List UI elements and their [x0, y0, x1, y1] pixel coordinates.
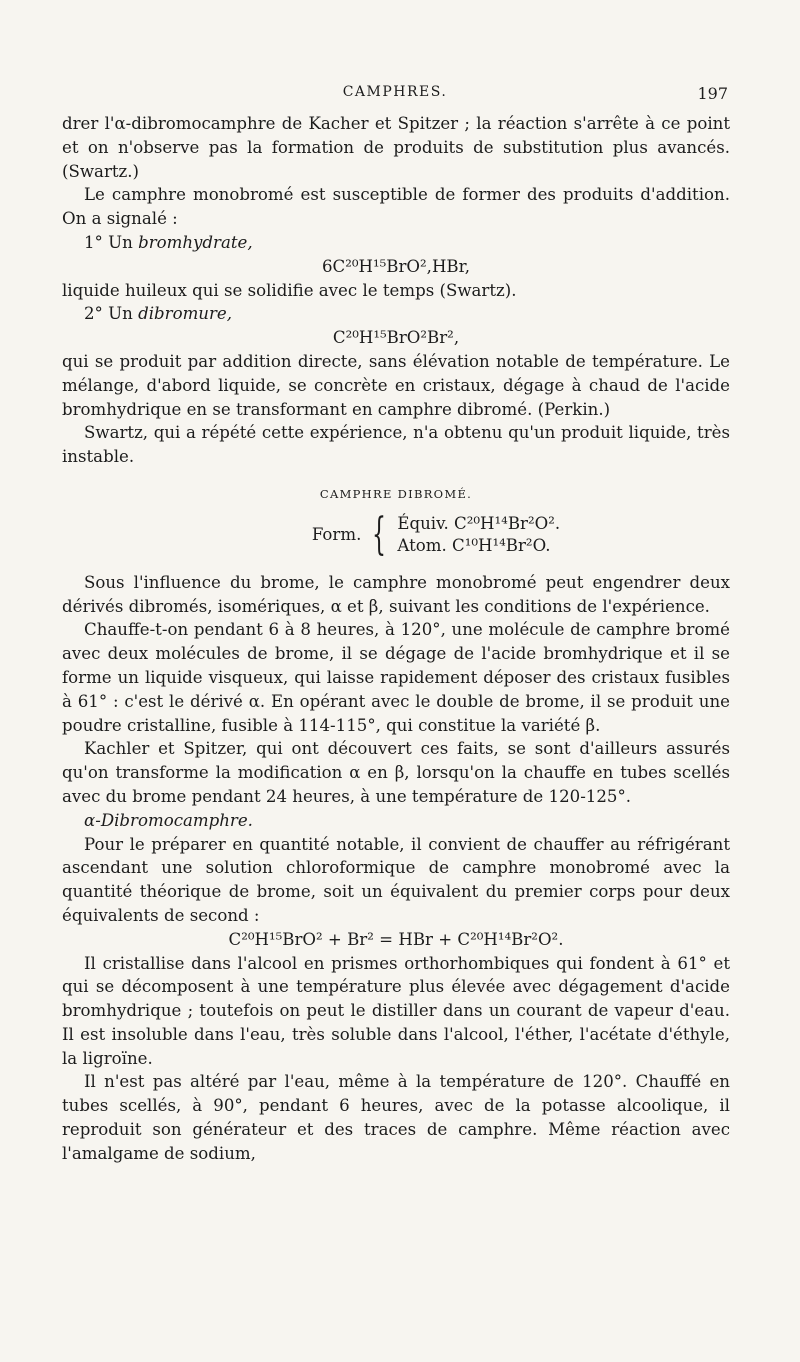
subheading: α-Dibromocamphre. [84, 810, 253, 830]
formula-atom: Atom. C¹⁰H¹⁴Br²O. [397, 535, 551, 555]
formula: 6C²⁰H¹⁵BrO²,HBr, [321, 256, 471, 276]
paragraph: Pour le préparer en quantité notable, il convient de chauffer au réfrigérant ascendant une solution chloroformique de camphre monobromé avec la quantité théorique de brome, soit un équivalent du premier corps pour deux équivalents de second : [62, 834, 730, 925]
formula-block [62, 508, 730, 560]
item-number: 1° Un [84, 232, 133, 252]
paragraph: Swartz, qui a répété cette expérience, n'a obtenu qu'un produit liquide, très instable. [62, 423, 730, 467]
paragraph: Sous l'influence du brome, le camphre monobromé peut engendrer deux dérivés dibromés, isomériques, α et β, suivant les conditions de l'expérience. [62, 572, 730, 616]
item-name: dibromure, [138, 304, 233, 324]
formula-label: Form. [311, 524, 362, 544]
paragraph: liquide huileux qui se solidifie avec le temps (Swartz). [62, 280, 517, 300]
formula: C²⁰H¹⁵BrO²Br², [332, 328, 460, 348]
paragraph: drer l'α-dibromocamphre de Kacher et Spitzer ; la réaction s'arrête à ce point et on n'observe pas la formation de produits de substitution plus avancés. (Swartz.) [62, 114, 730, 181]
brace-icon: { [372, 508, 387, 560]
paragraph: Chauffe-t-on pendant 6 à 8 heures, à 120°, une molécule de camphre bromé avec deux molécules de brome, il se dégage de l'acide bromhydrique et il se forme un liquide visqueux, qui laisse rapidement déposer des cristaux fusibles à 61° : c'est le dérivé α. En opérant avec le double de brome, il se produit une poudre cristalline, fusible à 114-115°, qui constitue la variété β. [62, 620, 730, 735]
page-number: 197 [697, 84, 728, 103]
item-name: bromhydrate, [138, 232, 253, 252]
formula-equiv: Équiv. C²⁰H¹⁴Br²O². [397, 513, 561, 533]
list-item [62, 231, 730, 255]
running-header [62, 84, 728, 106]
section-heading: CAMPHRE DIBROMÉ. [319, 486, 473, 501]
page-body [62, 112, 730, 1166]
formula: C²⁰H¹⁵BrO² + Br² = HBr + C²⁰H¹⁴Br²O². [228, 929, 564, 949]
paragraph: Kachler et Spitzer, qui ont découvert ces faits, se sont d'ailleurs assurés qu'on transforme la modification α en β, lorsqu'on la chauffe en tubes scellés avec du brome pendant 24 heures, à une température de 120-125°. [62, 739, 730, 806]
paragraph: qui se produit par addition directe, sans élévation notable de température. Le mélange, d'abord liquide, se concrète en cristaux, dégage à chaud de l'acide bromhydrique en se transformant en camphre dibromé. (Perkin.) [62, 351, 730, 419]
formula-lines [397, 513, 560, 557]
paragraph: Il n'est pas altéré par l'eau, même à la température de 120°. Chauffé en tubes scellés, à 90°, pendant 6 heures, avec de la potasse alcoolique, il reproduit son générateur et des traces de camphre. Même réaction avec l'amalgame de sodium, [62, 1072, 730, 1163]
paragraph: Il cristallise dans l'alcool en prismes orthorhombiques qui fondent à 61° et qui se décomposent à une température plus élevée avec dégagement d'acide bromhydrique ; toutefois on peut le distiller dans un courant de vapeur d'eau. Il est insoluble dans l'eau, très soluble dans l'alcool, l'éther, l'acétate d'éthyle, la ligroïne. [62, 953, 730, 1068]
list-item [62, 302, 730, 326]
item-number: 2° Un [84, 304, 133, 324]
running-title: CAMPHRES. [342, 84, 448, 100]
paragraph: Le camphre monobromé est susceptible de former des produits d'addition. On a signalé : [62, 185, 730, 229]
